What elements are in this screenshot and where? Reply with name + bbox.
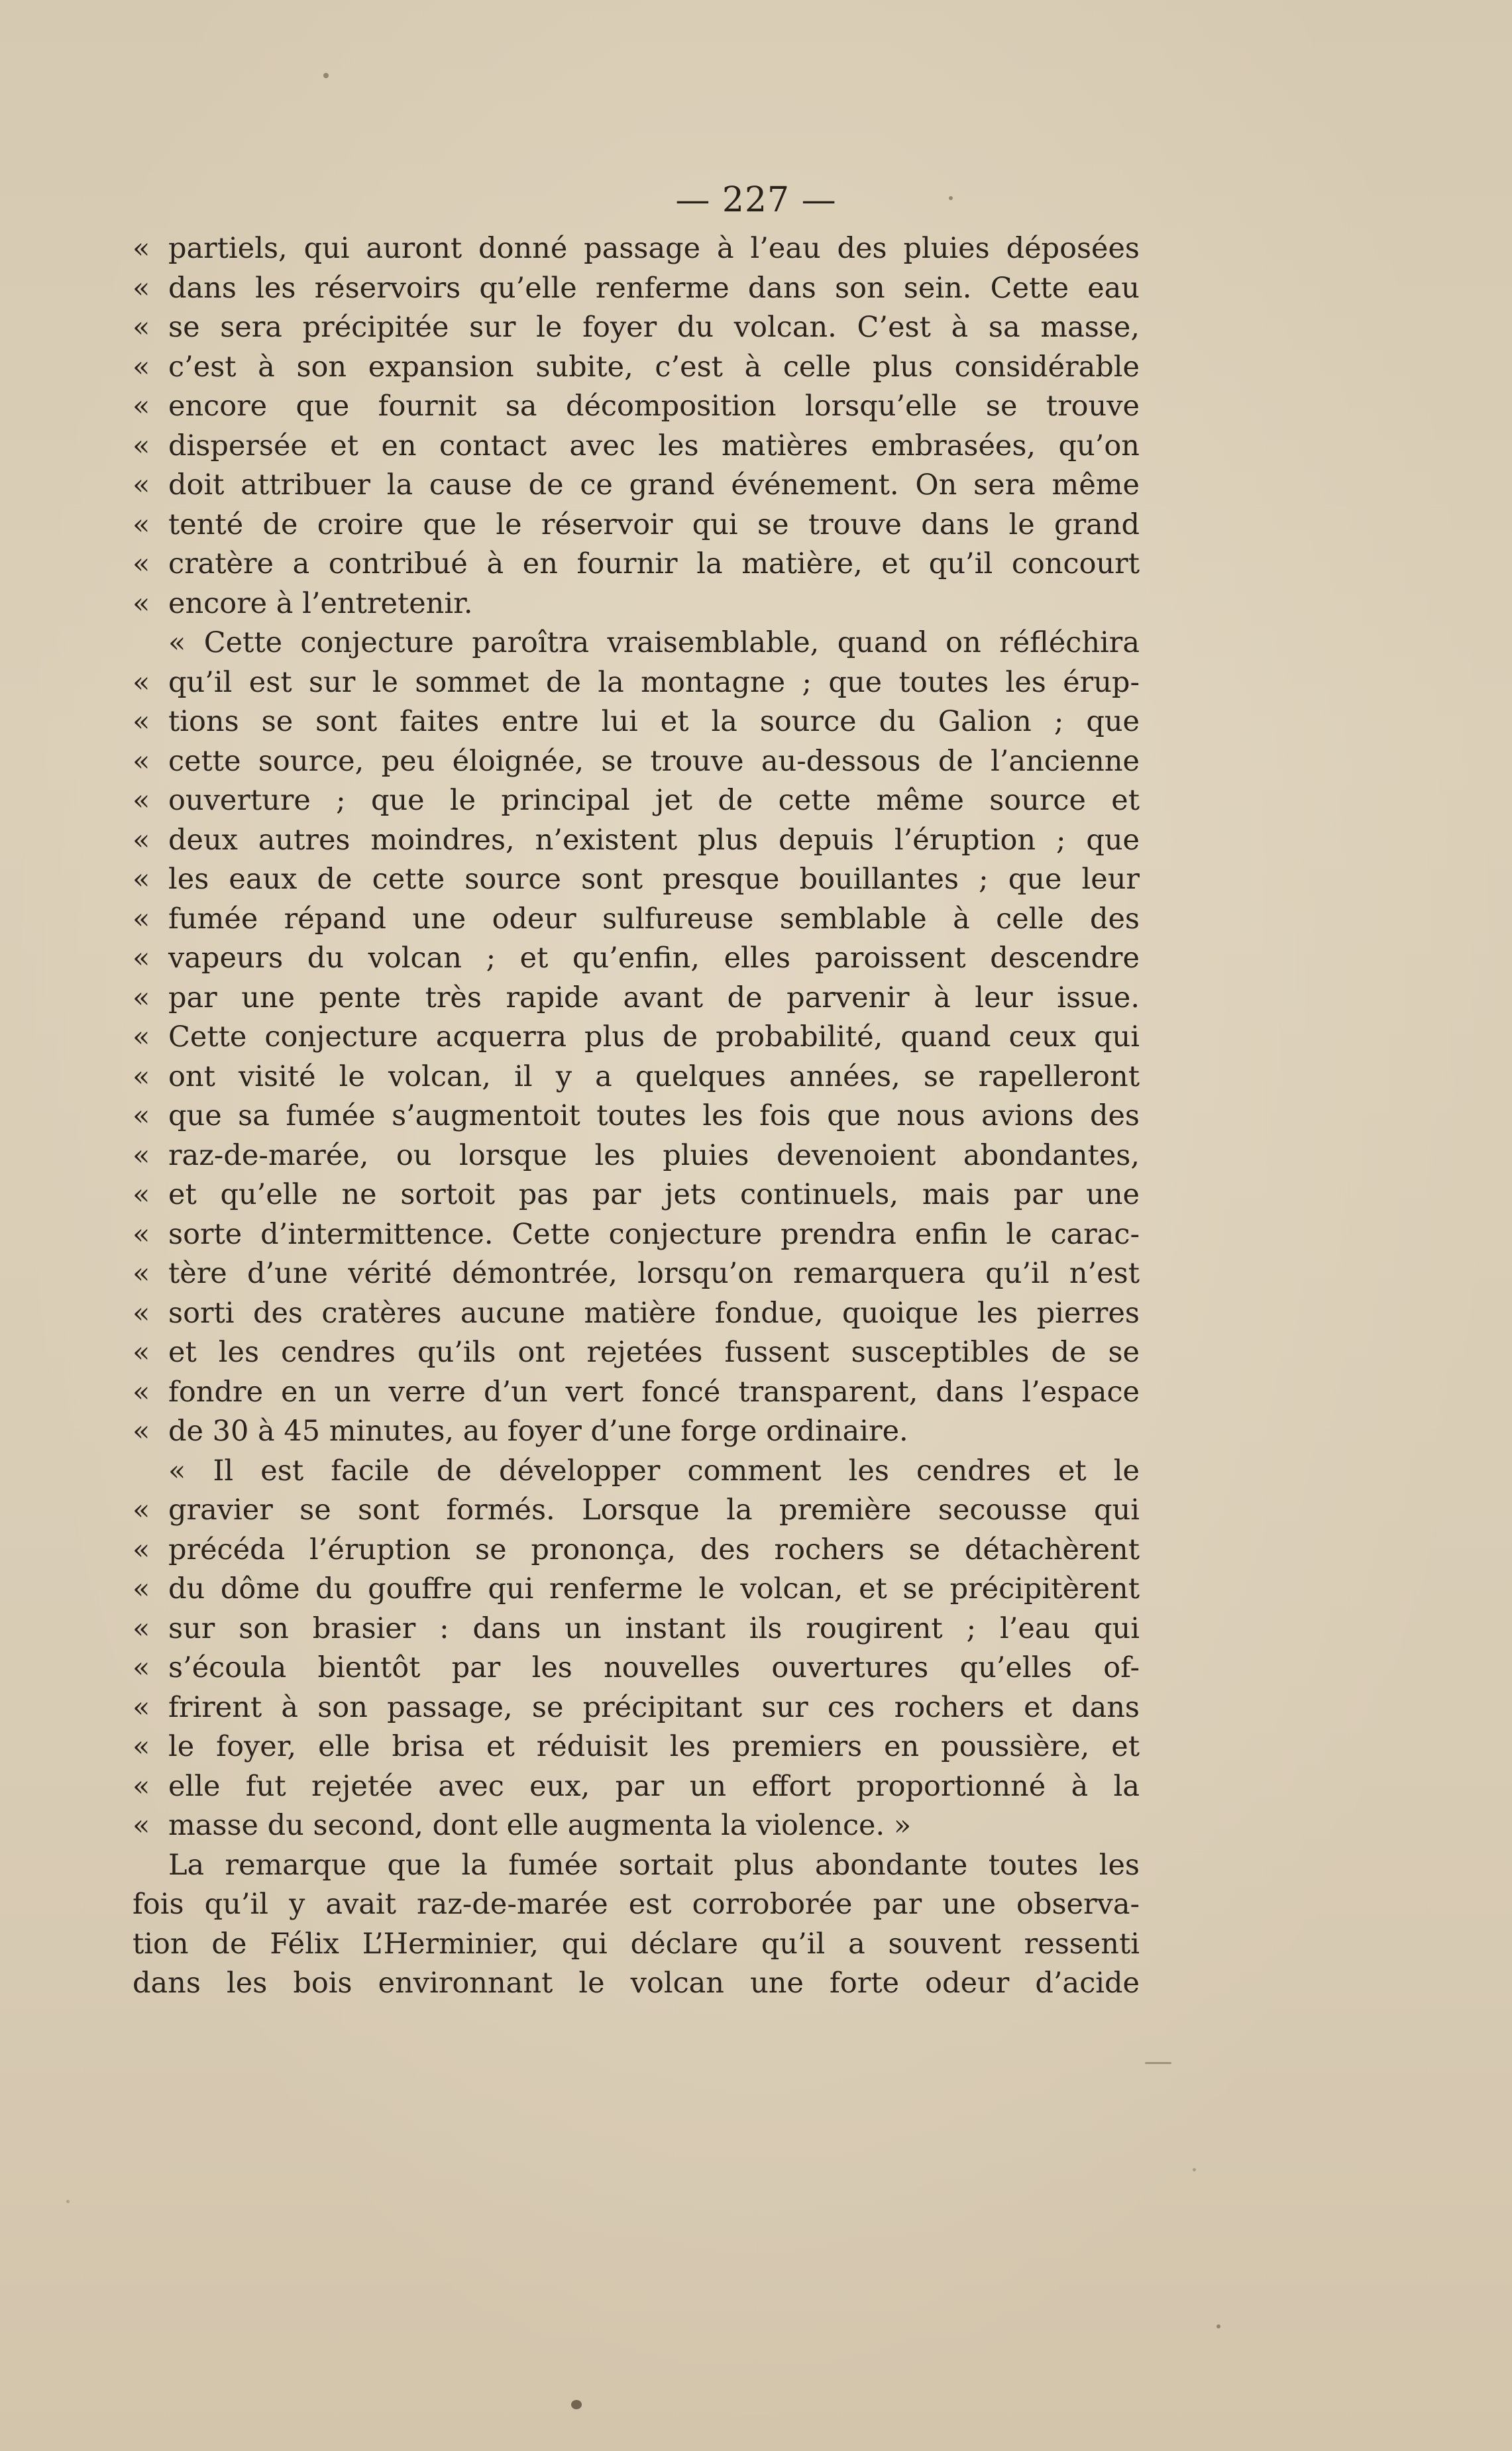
line-text: par une pente très rapide avant de parvenir à leur issue. — [168, 981, 1140, 1014]
text-line — [133, 1175, 1140, 1215]
text-line — [133, 308, 1140, 348]
text-line — [133, 979, 1140, 1018]
text-line — [133, 584, 1140, 624]
line-text: tenté de croire que le réservoir qui se trouve dans le grand — [168, 508, 1140, 541]
line-text: tions se sont faites entre lui et la source du Galion ; que — [168, 705, 1140, 738]
line-text: encore à l’entretenir. — [168, 586, 473, 620]
body-text — [133, 229, 1140, 2004]
page-number: — 227 — — [675, 180, 837, 220]
paper-speck — [66, 2200, 70, 2203]
line-text: précéda l’éruption se prononça, des rochers se détachèrent — [168, 1533, 1140, 1566]
text-line — [133, 1058, 1140, 1097]
text-line — [133, 781, 1140, 821]
text-line — [133, 1688, 1140, 1728]
line-text: sorti des cratères aucune matière fondue, quoique les pierres — [168, 1296, 1140, 1330]
line-text: c’est à son expansion subite, c’est à celle plus considérable — [168, 350, 1140, 384]
paper-speck — [1145, 2062, 1171, 2064]
text-line — [133, 229, 1140, 269]
text-line — [133, 1609, 1140, 1649]
quote-mark — [168, 1454, 213, 1488]
text-line — [133, 1452, 1140, 1492]
line-text: vapeurs du volcan ; et qu’enfin, elles paroissent descendre — [168, 942, 1140, 975]
paper-speck — [1193, 2168, 1196, 2171]
line-text: ouverture ; que le principal jet de cette même source et — [168, 784, 1140, 817]
line-text: cette source, peu éloignée, se trouve au-dessous de l’ancienne — [168, 744, 1140, 778]
line-text: le foyer, elle brisa et réduisit les premiers en poussière, et — [168, 1730, 1140, 1763]
line-text: se sera précipitée sur le foyer du volcan. C’est à sa masse, — [168, 311, 1140, 344]
line-text: fondre en un verre d’un vert foncé transparent, dans l’espace — [168, 1375, 1140, 1409]
text-line — [133, 742, 1140, 782]
line-text: deux autres moindres, n’existent plus depuis l’éruption ; que — [168, 823, 1140, 857]
text-line — [133, 939, 1140, 979]
line-text: partiels, qui auront donné passage à l’eau des pluies déposées — [168, 232, 1140, 265]
text-line — [133, 1491, 1140, 1531]
line-text: ont visité le volcan, il y a quelques années, se rapelleront — [168, 1060, 1140, 1093]
line-text: dispersée et en contact avec les matières embrasées, qu’on — [168, 429, 1140, 463]
line-text: tère d’une vérité démontrée, lorsqu’on remarquera qu’il n’est — [168, 1257, 1140, 1290]
text-line — [133, 387, 1140, 427]
text-line — [133, 506, 1140, 545]
text-line — [133, 1531, 1140, 1570]
text-line — [133, 1294, 1140, 1334]
text-line — [133, 1373, 1140, 1413]
text-line — [133, 1727, 1140, 1767]
text-line — [133, 545, 1140, 584]
line-text: et les cendres qu’ils ont rejetées fussent susceptibles de se — [168, 1336, 1140, 1369]
text-line — [133, 1215, 1140, 1255]
text-line — [133, 900, 1140, 940]
text-line — [133, 348, 1140, 388]
line-text: dans les réservoirs qu’elle renferme dans son sein. Cette eau — [168, 271, 1140, 305]
text-line — [133, 663, 1140, 703]
line-text: cratère a contribué à en fournir la matière, et qu’il concourt — [168, 547, 1140, 580]
line-text: Cette conjecture paroîtra vraisemblable, quand on réfléchira — [203, 626, 1140, 659]
text-line — [133, 1806, 1140, 1846]
paper-speck — [323, 73, 329, 78]
line-text: fois qu’il y avait raz-de-marée est corroborée par une observa- — [133, 1888, 1140, 1921]
text-line — [133, 1018, 1140, 1058]
text-line — [133, 860, 1140, 900]
line-text: les eaux de cette source sont presque bouillantes ; que leur — [168, 863, 1140, 896]
text-line — [133, 1846, 1140, 1886]
text-line — [133, 624, 1140, 663]
line-text: de 30 à 45 minutes, au foyer d’une forge ordinaire. — [168, 1415, 908, 1448]
text-line — [133, 1570, 1140, 1609]
line-text: qu’il est sur le sommet de la montagne ; que toutes les érup- — [168, 665, 1140, 699]
line-text: La remarque que la fumée sortait plus abondante toutes les — [168, 1848, 1140, 1882]
line-text: sur son brasier : dans un instant ils rougirent ; l’eau qui — [168, 1611, 1140, 1645]
text-line — [133, 1964, 1140, 2004]
line-text: que sa fumée s’augmentoit toutes les fois que nous avions des — [168, 1099, 1140, 1132]
text-line — [133, 1412, 1140, 1452]
text-line — [133, 466, 1140, 506]
line-text: encore que fournit sa décomposition lorsqu’elle se trouve — [168, 390, 1140, 423]
text-line — [133, 1885, 1140, 1925]
line-text: gravier se sont formés. Lorsque la première secousse qui — [168, 1494, 1140, 1527]
text-line — [133, 1254, 1140, 1294]
paper-speck — [949, 196, 953, 200]
line-text: elle fut rejetée avec eux, par un effort proportionné à la — [168, 1769, 1140, 1803]
text-line — [133, 1136, 1140, 1176]
text-line — [133, 1767, 1140, 1807]
line-text: et qu’elle ne sortoit pas par jets continuels, mais par une — [168, 1178, 1140, 1211]
text-line — [133, 1333, 1140, 1373]
line-text: raz-de-marée, ou lorsque les pluies devenoient abondantes, — [168, 1138, 1140, 1172]
text-line — [133, 269, 1140, 309]
line-text: du dôme du gouffre qui renferme le volcan, et se précipitèrent — [168, 1572, 1140, 1606]
text-line — [133, 821, 1140, 861]
text-line — [133, 1925, 1140, 1965]
text-line — [133, 1649, 1140, 1688]
line-text: Il est facile de développer comment les cendres et le — [213, 1454, 1140, 1488]
text-line — [133, 1097, 1140, 1136]
line-text: sorte d’intermittence. Cette conjecture prendra enfin le carac- — [168, 1217, 1140, 1251]
line-text: Cette conjecture acquerra plus de probabilité, quand ceux qui — [168, 1020, 1140, 1054]
paper-speck — [571, 2400, 582, 2409]
text-line — [133, 427, 1140, 466]
quote-mark — [168, 626, 204, 659]
line-text: s’écoula bientôt par les nouvelles ouvertures qu’elles of- — [168, 1651, 1140, 1684]
line-text: doit attribuer la cause de ce grand événement. On sera même — [168, 468, 1140, 502]
text-line — [133, 702, 1140, 742]
paper-speck — [1216, 2324, 1220, 2328]
line-text: frirent à son passage, se précipitant sur ces rochers et dans — [168, 1690, 1140, 1724]
line-text: masse du second, dont elle augmenta la violence. » — [168, 1809, 912, 1842]
line-text: tion de Félix L’Herminier, qui déclare qu’il a souvent ressenti — [133, 1927, 1140, 1961]
line-text: fumée répand une odeur sulfureuse semblable à celle des — [168, 902, 1140, 936]
line-text: dans les bois environnant le volcan une forte odeur d’acide — [133, 1967, 1140, 2000]
